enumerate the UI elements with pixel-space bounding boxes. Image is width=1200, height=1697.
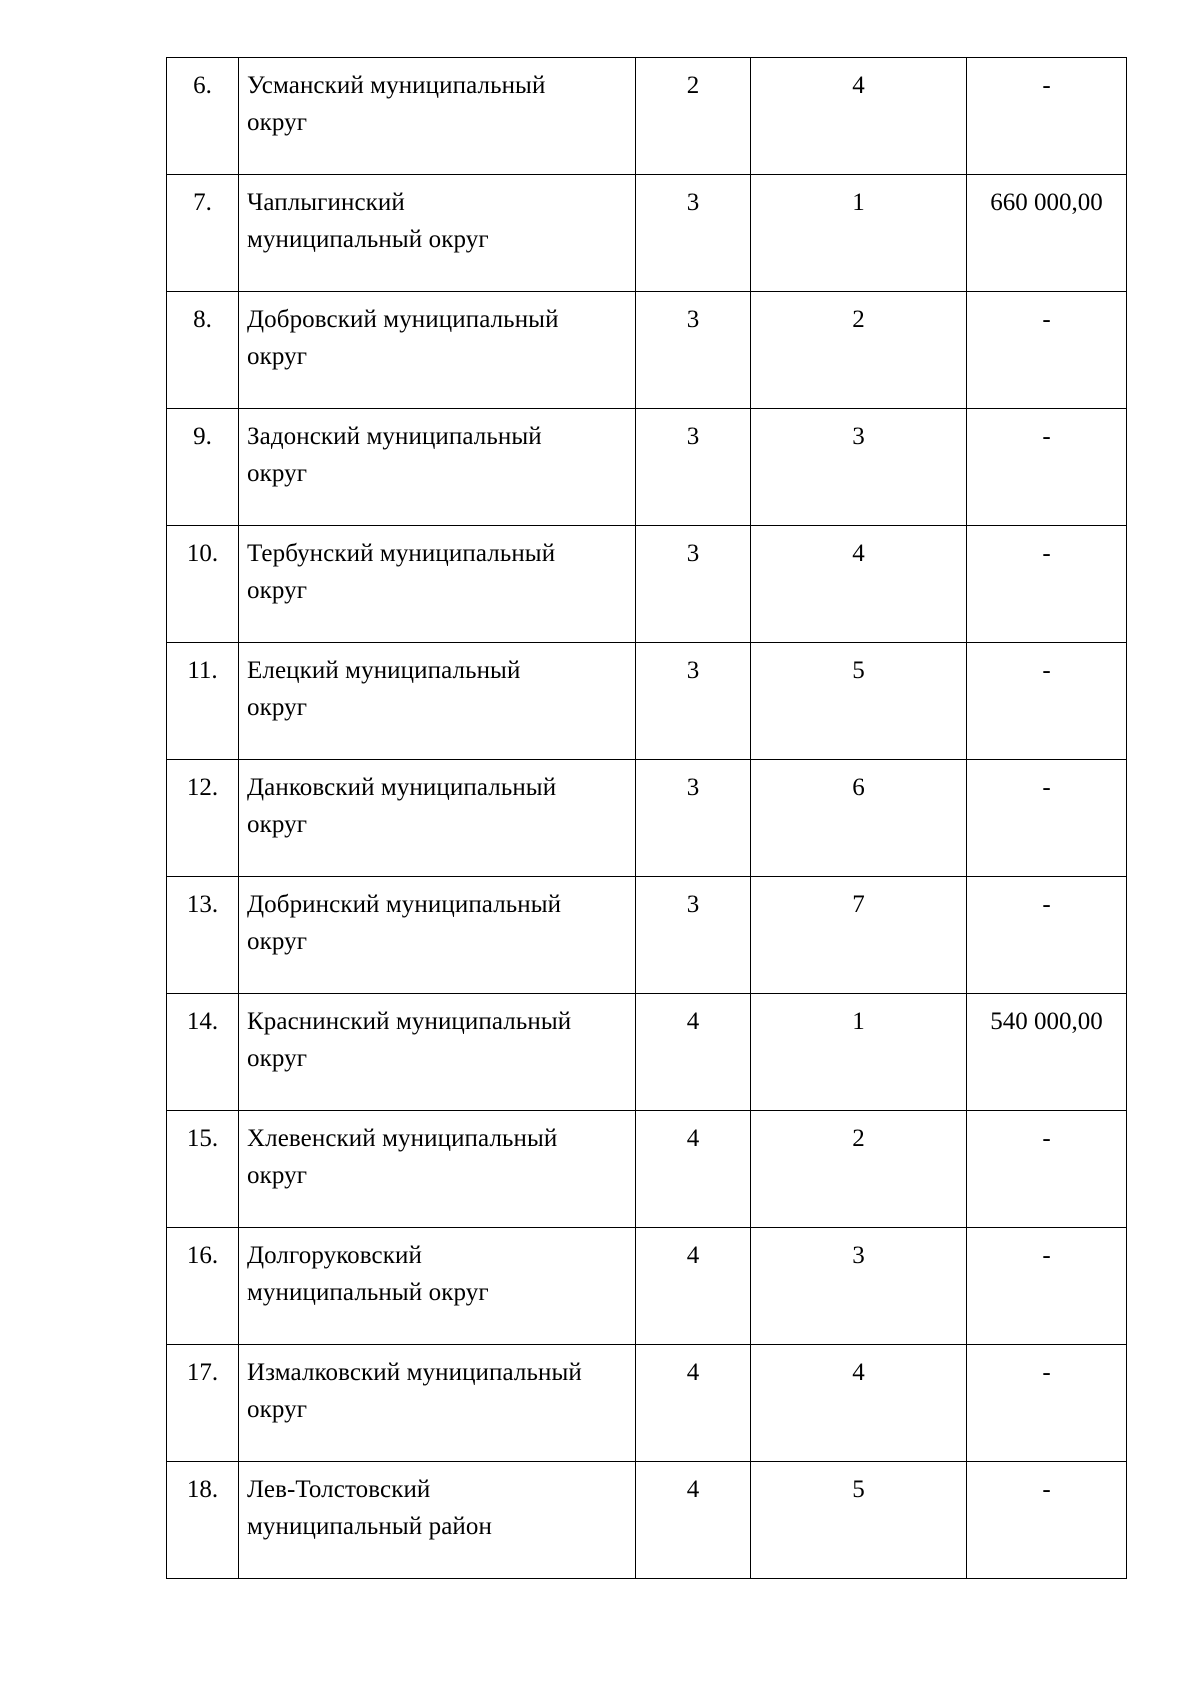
district-name-cell [239,58,636,175]
amount-cell: - [967,409,1127,526]
row-number-cell: 12. [167,760,239,877]
table-row [167,1462,1127,1579]
district-name-line-2: округ [247,928,308,955]
row-number-cell: 17. [167,1345,239,1462]
column-b-cell: 1 [751,175,967,292]
district-name-cell [239,1345,636,1462]
district-name-line-1: Усманский муниципальный [247,72,546,99]
column-b-cell: 3 [751,409,967,526]
row-number-cell: 10. [167,526,239,643]
municipal-districts-table [166,57,1127,1579]
district-name-line-1: Добринский муниципальный [247,891,562,918]
table-body [167,58,1127,1579]
column-b-cell: 4 [751,526,967,643]
district-name-cell [239,175,636,292]
column-a-cell: 4 [636,1228,751,1345]
table-row [167,994,1127,1111]
amount-cell: - [967,877,1127,994]
amount-cell: - [967,1228,1127,1345]
district-name-cell [239,292,636,409]
table-row [167,526,1127,643]
table-row [167,1111,1127,1228]
district-name-cell [239,877,636,994]
table-row [167,643,1127,760]
table-row [167,58,1127,175]
district-name-line-2: муниципальный район [247,1513,492,1540]
column-b-cell: 2 [751,292,967,409]
district-name-line-1: Краснинский муниципальный [247,1008,572,1035]
district-name-line-2: округ [247,577,308,604]
column-a-cell: 4 [636,994,751,1111]
district-name-line-1: Хлевенский муниципальный [247,1125,558,1152]
column-b-cell: 2 [751,1111,967,1228]
column-a-cell: 2 [636,58,751,175]
row-number-cell: 18. [167,1462,239,1579]
column-a-cell: 3 [636,175,751,292]
district-name-line-1: Данковский муниципальный [247,774,557,801]
table-row [167,760,1127,877]
row-number-cell: 9. [167,409,239,526]
column-a-cell: 3 [636,760,751,877]
district-name-cell [239,760,636,877]
row-number-cell: 8. [167,292,239,409]
district-name-line-2: муниципальный округ [247,226,489,253]
amount-cell: - [967,1111,1127,1228]
district-name-line-2: муниципальный округ [247,1279,489,1306]
column-a-cell: 4 [636,1111,751,1228]
district-name-line-2: округ [247,460,308,487]
table-row [167,877,1127,994]
column-b-cell: 7 [751,877,967,994]
column-b-cell: 4 [751,1345,967,1462]
amount-cell: - [967,1345,1127,1462]
table-row [167,1228,1127,1345]
column-b-cell: 5 [751,643,967,760]
district-name-line-2: округ [247,109,308,136]
district-name-line-1: Лев-Толстовский [247,1476,431,1503]
row-number-cell: 7. [167,175,239,292]
amount-cell: - [967,292,1127,409]
row-number-cell: 13. [167,877,239,994]
district-name-line-1: Чаплыгинский [247,189,405,216]
district-name-line-1: Измалковский муниципальный [247,1359,582,1386]
amount-cell: - [967,526,1127,643]
table-row [167,1345,1127,1462]
district-name-line-2: округ [247,343,308,370]
district-name-line-1: Добровский муниципальный [247,306,559,333]
amount-cell: - [967,760,1127,877]
district-name-line-2: округ [247,694,308,721]
district-name-line-1: Долгоруковский [247,1242,422,1269]
column-a-cell: 3 [636,526,751,643]
row-number-cell: 6. [167,58,239,175]
column-b-cell: 1 [751,994,967,1111]
district-name-cell [239,1462,636,1579]
amount-cell: - [967,58,1127,175]
column-a-cell: 3 [636,292,751,409]
district-name-cell [239,1228,636,1345]
row-number-cell: 11. [167,643,239,760]
column-b-cell: 6 [751,760,967,877]
amount-cell: 540 000,00 [967,994,1127,1111]
district-name-cell [239,526,636,643]
table-row [167,292,1127,409]
table-row [167,175,1127,292]
column-b-cell: 5 [751,1462,967,1579]
district-name-line-1: Елецкий муниципальный [247,657,521,684]
district-name-cell [239,1111,636,1228]
amount-cell: 660 000,00 [967,175,1127,292]
column-a-cell: 4 [636,1462,751,1579]
district-name-line-2: округ [247,1396,308,1423]
column-a-cell: 3 [636,643,751,760]
row-number-cell: 14. [167,994,239,1111]
district-name-line-1: Тербунский муниципальный [247,540,556,567]
district-name-line-2: округ [247,1045,308,1072]
column-a-cell: 3 [636,409,751,526]
district-name-line-2: округ [247,811,308,838]
column-a-cell: 3 [636,877,751,994]
column-a-cell: 4 [636,1345,751,1462]
amount-cell: - [967,1462,1127,1579]
amount-cell: - [967,643,1127,760]
district-name-line-1: Задонский муниципальный [247,423,542,450]
row-number-cell: 15. [167,1111,239,1228]
district-name-cell [239,994,636,1111]
district-name-cell [239,643,636,760]
column-b-cell: 3 [751,1228,967,1345]
row-number-cell: 16. [167,1228,239,1345]
district-name-cell [239,409,636,526]
district-name-line-2: округ [247,1162,308,1189]
column-b-cell: 4 [751,58,967,175]
table-row [167,409,1127,526]
